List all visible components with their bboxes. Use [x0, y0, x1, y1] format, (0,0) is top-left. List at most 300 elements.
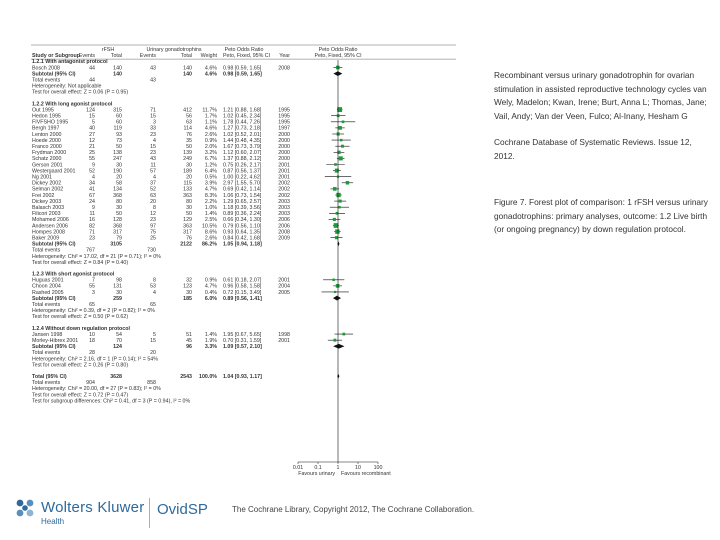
subgroup-subtotal-total2: 2122 — [180, 241, 192, 248]
col-header-or-method: Peto, Fixed, 95% CI — [223, 53, 271, 60]
overall-total-total2: 2543 — [180, 373, 192, 380]
study-events2: 97 — [150, 223, 156, 230]
study-effect-marker — [342, 333, 345, 336]
study-events1: 27 — [89, 131, 95, 138]
col-group-or: Peto Odds Ratio — [224, 47, 264, 53]
study-name: Jansen 1998 — [32, 331, 63, 338]
study-effect-marker — [334, 223, 339, 228]
study-name: Filicori 2003 — [32, 211, 61, 218]
col-group-urinary: Urinary gonadotrophins — [146, 47, 202, 53]
study-year: 2000 — [278, 137, 290, 144]
study-total2: 80 — [186, 198, 192, 205]
study-total2: 412 — [183, 107, 192, 114]
study-events2: 4 — [153, 289, 156, 296]
subgroup-title: 1.2.3 With short agonist protocol — [32, 271, 115, 278]
overall-total-diamond — [337, 374, 339, 379]
subgroup-subtotal-ci: 1.05 [0.94, 1.18] — [223, 241, 262, 248]
study-effect-marker — [341, 145, 344, 148]
study-weight: 1.4% — [204, 211, 217, 218]
study-events1: 3 — [92, 289, 95, 296]
overall-total-weight: 100.0% — [199, 373, 217, 380]
subgroup-title: 1.2.1 With antagonist protocol — [32, 59, 108, 66]
study-events1: 23 — [89, 235, 95, 242]
study-total1: 98 — [116, 277, 122, 284]
study-total1: 30 — [116, 289, 122, 296]
study-name: Morley-Hibrex 2001 — [32, 337, 79, 344]
overall-total-total1: 3628 — [110, 373, 122, 380]
study-events1: 21 — [89, 143, 95, 150]
x-axis-tick-label: 0.1 — [314, 465, 322, 471]
study-events1: 5 — [92, 119, 95, 126]
subgroup-subtotal-label: Subtotal (95% CI) — [32, 344, 76, 351]
study-year: 2000 — [278, 156, 290, 163]
study-ci: 0.70 [0.31, 1.59] — [223, 337, 262, 344]
study-ci: 1.21 [0.88, 1.68] — [223, 107, 262, 114]
study-year: 2003 — [278, 211, 290, 218]
subgroup-subtotal-total1: 259 — [113, 295, 122, 302]
copyright-text: The Cochrane Library, Copyright 2012, The Cochrane Collaboration. — [232, 505, 475, 514]
study-year: 2004 — [278, 283, 290, 290]
study-events2: 33 — [150, 125, 156, 132]
study-events1: 12 — [89, 137, 95, 144]
subgroup-subtotal-total1: 3105 — [110, 241, 122, 248]
study-year: 1995 — [278, 119, 290, 126]
study-total1: 50 — [116, 143, 122, 150]
subgroup-subtotal-total2: 185 — [183, 295, 192, 302]
study-events2: 15 — [150, 113, 156, 120]
study-total2: 63 — [186, 119, 192, 126]
total-events2: 858 — [147, 380, 156, 387]
study-events1: 52 — [89, 168, 95, 175]
article-citation-panel — [494, 69, 714, 163]
subgroup-subtotal-ci: 1.09 [0.57, 2.10] — [223, 344, 262, 351]
study-ci: 0.84 [0.42, 1.68] — [223, 235, 262, 242]
study-total2: 249 — [183, 156, 192, 163]
study-total2: 51 — [186, 331, 192, 338]
col-header-weight: Weight — [200, 53, 217, 60]
study-events2: 53 — [150, 283, 156, 290]
study-total1: 58 — [116, 180, 122, 187]
study-weight: 2.2% — [204, 198, 217, 205]
journal-source: Cochrane Database of Systematic Reviews. Issue 12, 2012. — [494, 137, 692, 161]
study-total1: 368 — [113, 223, 122, 230]
col-header-total2: Total — [180, 53, 192, 60]
study-weight: 0.9% — [204, 277, 217, 284]
study-events2: 20 — [150, 198, 156, 205]
study-total1: 73 — [116, 137, 122, 144]
study-events2: 23 — [150, 217, 156, 224]
study-events1: 67 — [89, 192, 95, 199]
subgroup-note: Test for overall effect: Z = 0.84 (P = 0.40) — [32, 259, 129, 266]
study-ci: 1.95 [0.67, 5.65] — [223, 331, 262, 338]
study-events1: 44 — [89, 65, 95, 72]
study-events2: 4 — [153, 174, 156, 181]
study-ci: 1.02 [0.52, 2.01] — [223, 131, 262, 138]
overall-note: Test for overall effect: Z = 0.72 (P = 0.47) — [32, 392, 129, 399]
study-total1: 138 — [113, 150, 122, 157]
total-events2: 43 — [150, 77, 156, 84]
study-total2: 363 — [183, 223, 192, 230]
study-weight: 4.7% — [204, 283, 217, 290]
study-name: Franco 2000 — [32, 143, 62, 150]
study-ci: 0.87 [0.56, 1.37] — [223, 168, 262, 175]
subgroup-subtotal-label: Subtotal (95% CI) — [32, 295, 76, 302]
study-ci: 1.29 [0.65, 2.57] — [223, 198, 262, 205]
study-weight: 1.9% — [204, 337, 217, 344]
study-name: Dickey 2002 — [32, 180, 62, 187]
study-weight: 8.6% — [204, 229, 217, 236]
subgroup-note: Heterogeneity: Chi² = 17.02, df = 21 (P = 0.71); I² = 0% — [32, 253, 161, 260]
study-effect-marker — [334, 291, 336, 293]
study-weight: 4.7% — [204, 186, 217, 193]
study-total1: 20 — [116, 174, 122, 181]
study-events2: 3 — [153, 119, 156, 126]
x-axis-tick-label: 0.01 — [292, 465, 304, 471]
study-total2: 32 — [186, 277, 192, 284]
study-events2: 8 — [153, 204, 156, 211]
study-events1: 7 — [92, 277, 95, 284]
total-events1: 904 — [86, 380, 95, 387]
study-total2: 35 — [186, 137, 192, 144]
subgroup-subtotal-total2: 96 — [186, 344, 192, 351]
figure-caption-panel — [494, 196, 714, 237]
study-year: 2002 — [278, 186, 290, 193]
study-events1: 15 — [89, 113, 95, 120]
study-ci: 0.75 [0.26, 2.17] — [223, 162, 262, 169]
study-total1: 60 — [116, 119, 122, 126]
study-total1: 50 — [116, 211, 122, 218]
study-weight: 4.6% — [204, 65, 217, 72]
study-weight: 2.6% — [204, 131, 217, 138]
study-name: Hedon 1995 — [32, 113, 61, 120]
total-events2: 730 — [147, 247, 156, 254]
study-total2: 30 — [186, 162, 192, 169]
study-year: 2000 — [278, 143, 290, 150]
total-events1: 28 — [89, 350, 95, 357]
study-events1: 71 — [89, 229, 95, 236]
study-total2: 114 — [183, 125, 192, 132]
study-total1: 54 — [116, 331, 122, 338]
study-weight: 4.6% — [204, 125, 217, 132]
study-events2: 23 — [150, 150, 156, 157]
study-total1: 79 — [116, 235, 122, 242]
subgroup-subtotal-total1: 140 — [113, 71, 122, 78]
total-events2: 65 — [150, 301, 156, 308]
study-weight: 11.7% — [202, 107, 217, 114]
study-effect-marker — [335, 229, 339, 233]
col-header-events1: Events — [78, 53, 95, 60]
study-total1: 30 — [116, 204, 122, 211]
col-header-or-method-plot: Peto, Fixed, 95% CI — [314, 53, 362, 60]
study-year: 2003 — [278, 198, 290, 205]
col-header-events2: Events — [139, 53, 156, 60]
wolters-kluwer-mark-icon — [14, 497, 36, 519]
study-year: 2009 — [278, 235, 290, 242]
subgroup-subtotal-diamond — [333, 344, 344, 349]
study-total2: 20 — [186, 174, 192, 181]
study-events2: 43 — [150, 65, 156, 72]
study-events2: 12 — [150, 211, 156, 218]
study-name: Westergaard 2001 — [32, 168, 76, 175]
study-ci: 1.67 [0.73, 3.79] — [223, 143, 262, 150]
study-total2: 56 — [186, 113, 192, 120]
col-header-total1: Total — [110, 53, 122, 60]
study-name: Ng 2001 — [32, 174, 53, 181]
study-total1: 30 — [116, 162, 122, 169]
study-effect-marker — [346, 181, 349, 184]
study-events2: 75 — [150, 229, 156, 236]
axis-favours-right: Favours recombinant — [341, 471, 391, 477]
total-events-label: Total events — [32, 247, 61, 254]
study-total2: 140 — [183, 65, 192, 72]
study-year: 2003 — [278, 204, 290, 211]
study-ci: 0.93 [0.64, 1.35] — [223, 229, 262, 236]
study-events1: 55 — [89, 156, 95, 163]
study-ci: 0.89 [0.36, 2.24] — [223, 211, 262, 218]
col-header-year: Year — [279, 53, 290, 60]
study-year: 2002 — [278, 180, 290, 187]
figure-caption: Figure 7. Forest plot of comparison: 1 rFSH versus urinary gonadotrophins: primary analyses, outcome: 1.2 Live birth (or ongoing pregnancy) by down regulation protocol. — [494, 197, 708, 234]
study-effect-marker — [339, 200, 342, 203]
study-year: 2008 — [278, 65, 290, 72]
study-total1: 317 — [113, 229, 122, 236]
study-weight: 1.2% — [204, 162, 217, 169]
study-ci: 2.97 [1.55, 5.70] — [223, 180, 262, 187]
study-ci: 0.79 [0.56, 1.10] — [223, 223, 262, 230]
study-events2: 15 — [150, 143, 156, 150]
study-ci: 1.12 [0.60, 2.07] — [223, 150, 262, 157]
study-total1: 190 — [113, 168, 122, 175]
article-citation: Recombinant versus urinary gonadotrophin for ovarian stimulation in assisted reproductive technology cycles van Wely, Madelon; Kwan, Irene; Burt, Anna L; Thomas, Jane; Vail, Andy; Van der Veen, Fulco; Al-Inany, Hesham G — [494, 70, 707, 121]
study-total1: 247 — [113, 156, 122, 163]
study-events1: 9 — [92, 204, 95, 211]
study-year: 1997 — [278, 125, 290, 132]
study-year: 2000 — [278, 150, 290, 157]
study-effect-marker — [338, 126, 342, 130]
product-name: OvidSP — [157, 501, 208, 518]
subgroup-subtotal-weight: 6.0% — [204, 295, 217, 302]
study-effect-marker — [339, 156, 343, 160]
study-name: Selman 2002 — [32, 186, 64, 193]
study-events2: 57 — [150, 168, 156, 175]
study-weight: 2.0% — [204, 143, 217, 150]
study-total2: 363 — [183, 192, 192, 199]
study-events2: 43 — [150, 156, 156, 163]
study-events2: 23 — [150, 131, 156, 138]
study-name: Baker 2009 — [32, 235, 60, 242]
study-total2: 76 — [186, 235, 192, 242]
study-year: 2006 — [278, 223, 290, 230]
study-name: Mohamed 2006 — [32, 217, 69, 224]
study-effect-marker — [335, 236, 338, 239]
study-ci: 1.44 [0.48, 4.35] — [223, 137, 262, 144]
study-events2: 25 — [150, 235, 156, 242]
study-year: 2000 — [278, 131, 290, 138]
study-ci: 1.18 [0.39, 3.56] — [223, 204, 262, 211]
overall-note: Test for subgroup differences: Chi² = 0.41, df = 3 (P = 0.94), I² = 0% — [32, 398, 191, 405]
subgroup-subtotal-weight: 3.3% — [204, 344, 217, 351]
study-events2: 4 — [153, 137, 156, 144]
study-events1: 16 — [89, 217, 95, 224]
overall-total-label: Total (95% CI) — [32, 373, 67, 380]
study-weight: 3.2% — [204, 150, 217, 157]
study-events2: 8 — [153, 277, 156, 284]
total-events2: 20 — [150, 350, 156, 357]
study-year: 2002 — [278, 192, 290, 199]
study-name: Andersen 2006 — [32, 223, 68, 230]
study-name: Choon 2004 — [32, 283, 61, 290]
study-year: 2008 — [278, 229, 290, 236]
study-total2: 115 — [183, 180, 192, 187]
col-group-rfsh: rFSH — [101, 47, 115, 53]
study-total2: 317 — [183, 229, 192, 236]
study-year: 1995 — [278, 107, 290, 114]
study-total2: 129 — [183, 217, 192, 224]
study-total1: 134 — [113, 186, 122, 193]
study-name: Frydman 2000 — [32, 150, 67, 157]
study-name: Balasch 2003 — [32, 204, 65, 211]
study-weight: 1.7% — [204, 113, 217, 120]
study-events1: 34 — [89, 180, 95, 187]
subgroup-note: Test for overall effect: Z = 0.06 (P = 0.95) — [32, 89, 129, 96]
study-total1: 131 — [113, 283, 122, 290]
study-effect-marker — [333, 187, 337, 191]
study-name: FIVFSHO 1995 — [32, 119, 69, 126]
study-ci: 0.98 [0.59, 1.65] — [223, 65, 262, 72]
study-total2: 30 — [186, 289, 192, 296]
study-events1: 4 — [92, 174, 95, 181]
study-year: 2001 — [278, 337, 290, 344]
study-ci: 0.96 [0.58, 1.58] — [223, 283, 262, 290]
subgroup-subtotal-total2: 140 — [183, 71, 192, 78]
col-group-or-plot: Peto Odds Ratio — [318, 47, 358, 53]
publisher-division: Health — [41, 517, 65, 526]
study-effect-marker — [333, 218, 336, 221]
total-events-label: Total events — [32, 77, 61, 84]
subgroup-subtotal-label: Subtotal (95% CI) — [32, 71, 76, 78]
study-total2: 76 — [186, 131, 192, 138]
study-ci: 0.72 [0.15, 3.49] — [223, 289, 262, 296]
study-events2: 52 — [150, 186, 156, 193]
study-year: 2005 — [278, 289, 290, 296]
study-ci: 1.27 [0.73, 2.18] — [223, 125, 262, 132]
study-total1: 140 — [113, 65, 122, 72]
subgroup-subtotal-ci: 0.98 [0.59, 1.65] — [223, 71, 262, 78]
total-events1: 44 — [89, 77, 95, 84]
study-name: Dickey 2003 — [32, 198, 62, 205]
study-events1: 11 — [89, 211, 95, 218]
study-weight: 1.0% — [204, 204, 217, 211]
study-weight: 6.7% — [204, 156, 217, 163]
study-weight: 0.9% — [204, 137, 217, 144]
subgroup-subtotal-label: Subtotal (95% CI) — [32, 241, 76, 248]
total-events1: 767 — [86, 247, 95, 254]
study-year: 1998 — [278, 331, 290, 338]
study-name: Bosch 2008 — [32, 65, 60, 72]
study-effect-marker — [340, 139, 343, 142]
x-axis-tick-label: 1 — [336, 465, 340, 471]
study-ci: 1.78 [0.44, 7.26] — [223, 119, 262, 126]
study-effect-marker — [338, 206, 341, 209]
study-events1: 25 — [89, 150, 95, 157]
study-name: Hoede 2000 — [32, 137, 61, 144]
study-ci: 1.00 [0.22, 4.62] — [223, 174, 262, 181]
study-name: Rashed 2005 — [32, 289, 64, 296]
study-weight: 8.3% — [204, 192, 217, 199]
study-name: Schatz 2000 — [32, 156, 62, 163]
study-weight: 0.4% — [204, 289, 217, 296]
study-year: 2001 — [278, 277, 290, 284]
overall-total-ci: 1.04 [0.93, 1.17] — [223, 373, 262, 380]
subgroup-note: Heterogeneity: Chi² = 2.16, df = 1 (P = 0.14); I² = 54% — [32, 356, 158, 363]
study-ci: 1.37 [0.88, 2.12] — [223, 156, 262, 163]
col-header-study: Study or Subgroup — [32, 53, 80, 60]
study-events1: 40 — [89, 125, 95, 132]
study-name: Lenton 2000 — [32, 131, 62, 138]
study-effect-marker — [336, 284, 340, 288]
study-events1: 41 — [89, 186, 95, 193]
study-ci: 0.66 [0.34, 1.30] — [223, 217, 262, 224]
study-events1: 24 — [89, 198, 95, 205]
study-total2: 133 — [183, 186, 192, 193]
study-weight: 1.1% — [204, 119, 217, 126]
study-name: Frei 2002 — [32, 192, 55, 199]
study-year: 2006 — [278, 217, 290, 224]
subgroup-note: Test for overall effect: Z = 0.26 (P = 0.80) — [32, 362, 129, 369]
study-year: 2001 — [278, 168, 290, 175]
study-total2: 50 — [186, 143, 192, 150]
study-ci: 1.02 [0.45, 2.34] — [223, 113, 262, 120]
study-total2: 50 — [186, 211, 192, 218]
study-total1: 119 — [113, 125, 122, 132]
study-weight: 1.4% — [204, 331, 217, 338]
x-axis-tick-label: 10 — [355, 465, 361, 471]
study-ci: 1.06 [0.73, 1.54] — [223, 192, 262, 199]
study-weight: 2.5% — [204, 217, 217, 224]
study-events1: 18 — [89, 337, 95, 344]
study-name: Out 1995 — [32, 107, 54, 114]
study-total1: 368 — [113, 192, 122, 199]
subgroup-note: Heterogeneity: Not applicable — [32, 83, 102, 90]
total-events-label: Total events — [32, 350, 61, 357]
study-total1: 315 — [113, 107, 122, 114]
study-total2: 139 — [183, 150, 192, 157]
subgroup-subtotal-diamond — [333, 296, 341, 301]
subgroup-subtotal-weight: 4.6% — [204, 71, 217, 78]
study-effect-marker — [333, 339, 336, 342]
study-weight: 3.9% — [204, 180, 217, 187]
subgroup-subtotal-weight: 86.2% — [201, 241, 217, 248]
total-events1: 65 — [89, 301, 95, 308]
axis-favours-left: Favours urinary — [298, 471, 335, 477]
study-name: Hompes 2008 — [32, 229, 65, 236]
subgroup-title: 1.2.2 With long agonist protocol — [32, 101, 113, 108]
study-total2: 45 — [186, 337, 192, 344]
study-ci: 0.69 [0.42, 1.14] — [223, 186, 262, 193]
study-year: 2001 — [278, 174, 290, 181]
publisher-name: Wolters Kluwer — [41, 499, 145, 516]
overall-note: Heterogeneity: Chi² = 20.00, df = 27 (P = 0.83); I² = 0% — [32, 386, 161, 393]
study-effect-marker — [342, 120, 345, 123]
study-events2: 11 — [150, 162, 156, 169]
study-total1: 93 — [116, 131, 122, 138]
study-effect-marker — [334, 163, 337, 166]
study-events1: 55 — [89, 283, 95, 290]
study-weight: 0.5% — [204, 174, 217, 181]
subgroup-note: Test for overall effect: Z = 0.50 (P = 0.62) — [32, 314, 129, 321]
study-events1: 10 — [89, 331, 95, 338]
study-events2: 63 — [150, 192, 156, 199]
